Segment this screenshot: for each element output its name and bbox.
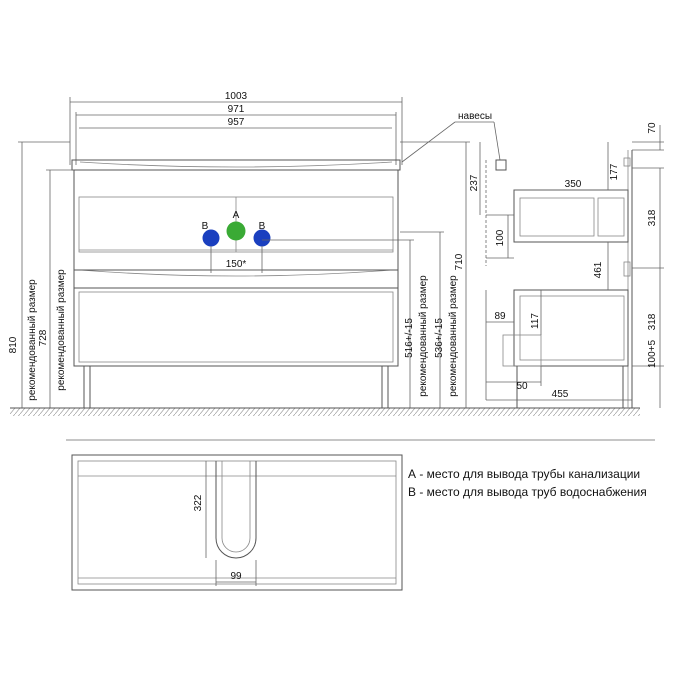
- dim-177: [608, 142, 620, 190]
- dim-237: [469, 142, 480, 215]
- dim-99-label: 99: [230, 571, 242, 582]
- point-b-right-label: B: [258, 221, 266, 232]
- dim-100-5-label: 100+5: [647, 339, 658, 369]
- water-pipe-point-right: [254, 230, 271, 247]
- dim-height-728: [38, 170, 74, 408]
- dim-100-5: [647, 340, 660, 408]
- dim-318-bottom-label: 318: [647, 313, 658, 331]
- dim-461: [593, 242, 608, 290]
- dim-536-label: 536+/-15: [434, 318, 445, 358]
- legend-water: В - место для вывода труб водоснабжения: [408, 485, 647, 499]
- hinges-callout: [402, 111, 500, 162]
- dim-width-957: [79, 117, 392, 128]
- dim-318-top-label: 318: [647, 209, 658, 227]
- legend-sewer: А - место для вывода трубы канализации: [408, 467, 641, 481]
- dim-810-label: 810: [8, 336, 19, 354]
- dim-50-label: 50: [516, 381, 528, 392]
- dim-455: [486, 389, 632, 400]
- dim-971-label: 971: [227, 104, 245, 115]
- dim-70: [632, 122, 664, 150]
- dim-322: [193, 461, 206, 558]
- legend: [408, 467, 647, 499]
- dim-height-710: [400, 142, 470, 408]
- dim-117-label: 117: [530, 313, 541, 329]
- dim-350-label: 350: [564, 179, 582, 190]
- water-pipe-point-left: [203, 230, 220, 247]
- middle-curve: [80, 270, 392, 276]
- dim-461-label: 461: [593, 261, 604, 279]
- dim-1003-label: 1003: [224, 91, 248, 102]
- dim-50: [486, 366, 541, 392]
- dim-237-label: 237: [469, 174, 480, 192]
- basin-bowl-curve: [80, 162, 392, 167]
- dim-100-label: 100: [495, 229, 506, 247]
- dim-516-note: рекомендованный размер: [418, 275, 429, 397]
- dim-150-label: 150*: [225, 259, 247, 270]
- side-view: [469, 122, 664, 408]
- dim-318-top: [632, 168, 664, 268]
- hinge-bracket: [496, 160, 506, 170]
- dim-89-label: 89: [494, 311, 506, 322]
- floor-hatch: [10, 408, 640, 416]
- point-a-label: A: [232, 210, 240, 221]
- dim-728-note: рекомендованный размер: [56, 269, 67, 391]
- dim-728-label: 728: [38, 329, 49, 347]
- hinges-label: навесы: [458, 111, 493, 122]
- plan-outer: [72, 455, 402, 590]
- dim-height-516: [262, 240, 429, 408]
- dim-99: [216, 560, 256, 586]
- dim-810-note: рекомендованный размер: [27, 279, 38, 401]
- sewer-pipe-point: [227, 222, 246, 241]
- dim-536-note: рекомендованный размер: [448, 275, 459, 397]
- dim-177-label: 177: [609, 163, 620, 181]
- point-b-left-label: B: [201, 221, 209, 232]
- basin-top: [72, 160, 400, 170]
- front-view: [8, 91, 500, 408]
- side-siphon-box: [503, 335, 541, 366]
- dim-710-label: 710: [454, 253, 465, 271]
- dim-516-label: 516+/-15: [404, 318, 415, 358]
- dim-100: [486, 215, 514, 258]
- plan-view: [66, 440, 655, 590]
- dim-70-label: 70: [647, 122, 658, 134]
- dim-89: [486, 290, 514, 400]
- dim-322-label: 322: [193, 494, 204, 512]
- dim-117: [530, 290, 541, 335]
- dim-width-971: [76, 104, 396, 165]
- lower-drawer: [74, 288, 398, 366]
- dim-957-label: 957: [227, 117, 245, 128]
- dim-455-label: 455: [551, 389, 569, 400]
